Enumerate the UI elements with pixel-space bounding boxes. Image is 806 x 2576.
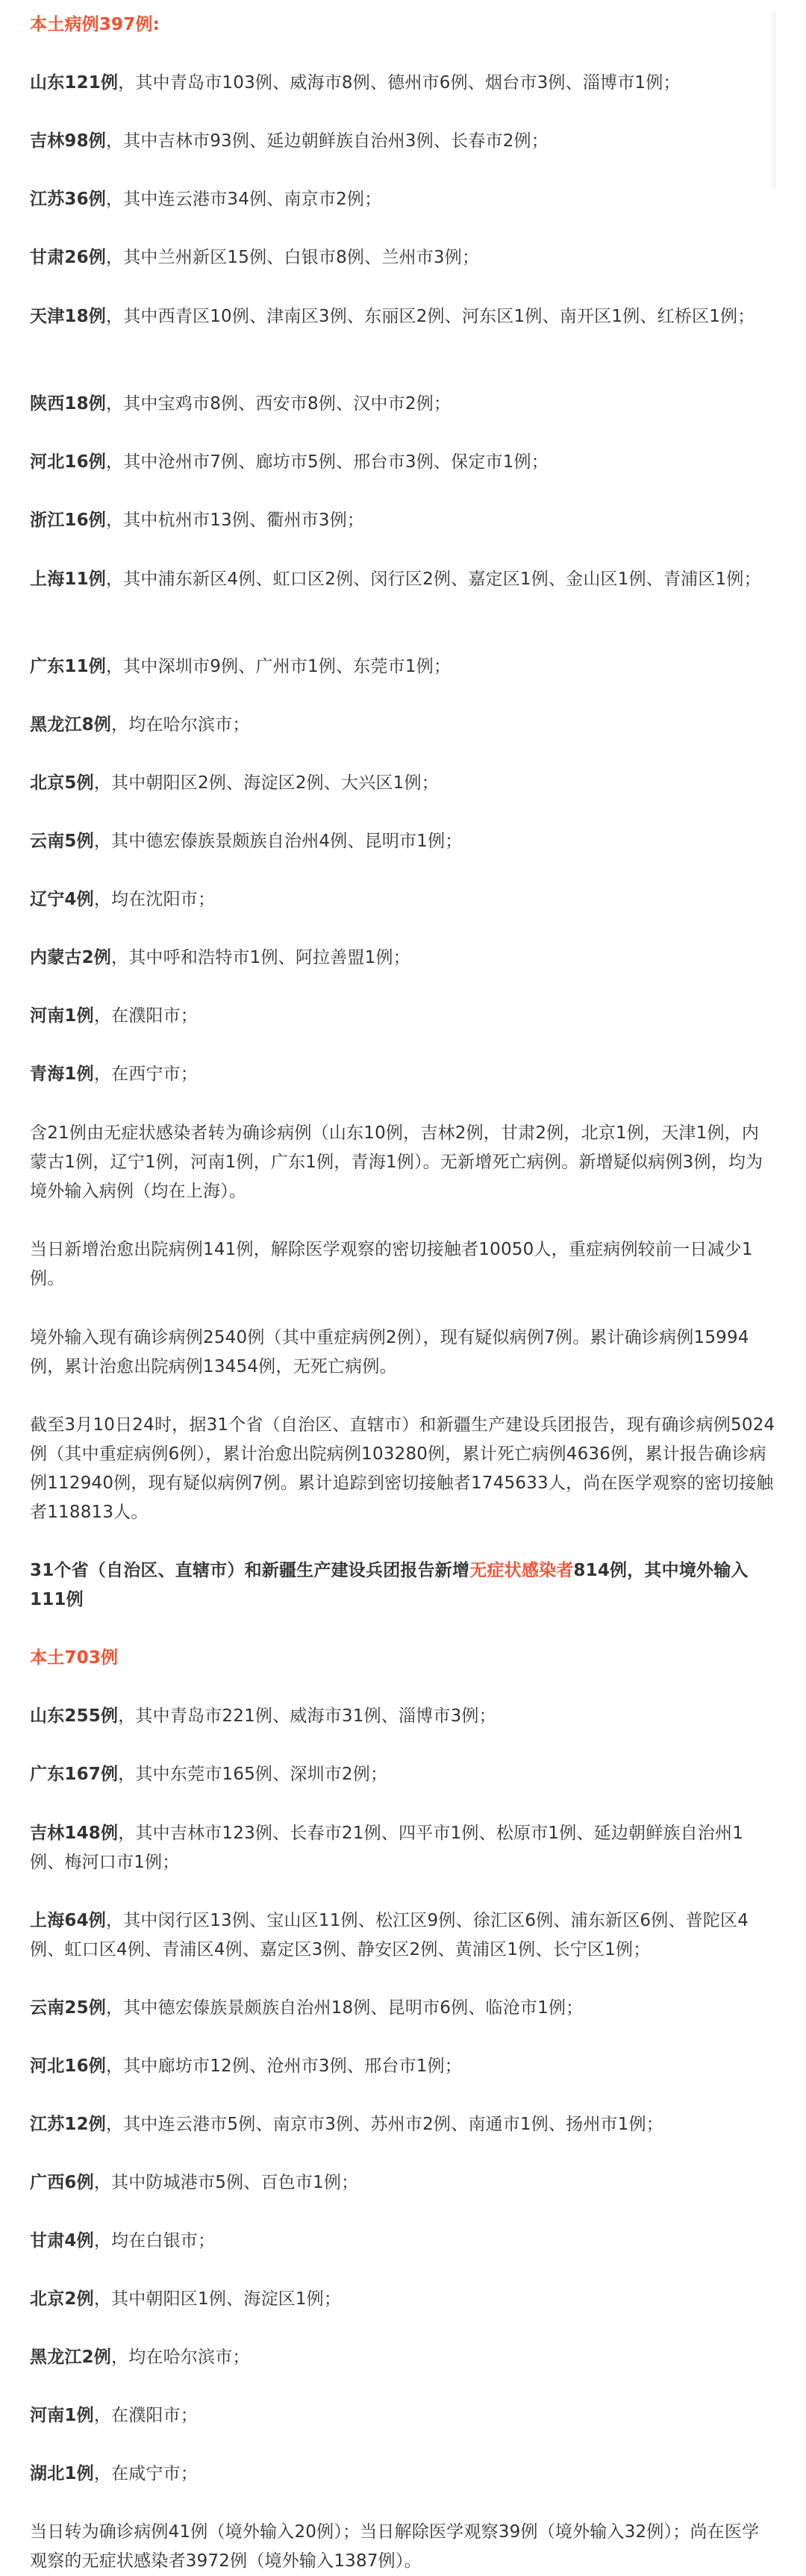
province-detail: ，其中青岛市103例、威海市8例、德州市6例、烟台市3例、淄博市1例； bbox=[118, 73, 681, 93]
province-detail: ，均在白银市； bbox=[93, 2231, 216, 2251]
cumulative-paragraph: 截至3月10日24时，据31个省（自治区、直辖市）和新疆生产建设兵团报告，现有确诊病例5024例（其中重症病例6例），累计治愈出院病例103280例，累计死亡病例4636例，累计报告确诊病例112940例，现有疑似病例7例。累计追踪到密切接触者1745633人，尚在医学观察的密切接触者118813人。 bbox=[30, 1415, 775, 1522]
province-name: 甘肃26例 bbox=[30, 248, 107, 267]
province-detail: ，均在哈尔滨市； bbox=[111, 715, 250, 735]
local-asymptomatic-heading: 本土703例 bbox=[30, 1648, 119, 1668]
province-name: 黑龙江2例 bbox=[30, 2348, 112, 2367]
province-item bbox=[30, 2343, 776, 2372]
province-detail: ，其中浦东新区4例、虹口区2例、闵行区2例、嘉定区1例、金山区1例、青浦区1例； bbox=[106, 570, 761, 589]
province-item bbox=[30, 448, 776, 477]
province-item bbox=[30, 185, 776, 214]
province-item bbox=[30, 390, 776, 419]
province-item bbox=[30, 944, 776, 973]
province-detail: ，在濮阳市； bbox=[93, 2406, 199, 2425]
province-name: 河南1例 bbox=[30, 2406, 94, 2425]
province-name: 吉林98例 bbox=[30, 131, 107, 151]
province-detail: ，在濮阳市； bbox=[93, 1006, 199, 1026]
province-detail: ，其中吉林市123例、长春市21例、四平市1例、松原市1例、延边朝鲜族自治州1例、梅河口市1例； bbox=[30, 1824, 744, 1872]
converted-cases-paragraph: 含21例由无症状感染者转为确诊病例（山东10例，吉林2例，甘肃2例，北京1例，天津1例，内蒙古1例，辽宁1例，河南1例，广东1例，青海1例）。无新增死亡病例。新增疑似病例3例，均为境外输入病例（均在上海）。 bbox=[30, 1123, 763, 1201]
province-item bbox=[30, 885, 776, 914]
province-detail: ，其中沧州市7例、廊坊市5例、邢台市3例、保定市1例； bbox=[106, 452, 549, 472]
province-name: 广西6例 bbox=[30, 2173, 94, 2192]
province-item bbox=[30, 2168, 776, 2198]
province-name: 北京5例 bbox=[30, 773, 94, 793]
province-detail: ，其中东莞市165例、深圳市2例； bbox=[118, 1765, 388, 1784]
province-item bbox=[30, 2401, 776, 2430]
province-detail: ，其中深圳市9例、广州市1例、东莞市1例； bbox=[106, 657, 452, 676]
province-name: 内蒙古2例 bbox=[30, 948, 112, 967]
province-name: 青海1例 bbox=[30, 1064, 94, 1084]
province-name: 云南25例 bbox=[30, 1998, 107, 2018]
province-item bbox=[30, 565, 776, 594]
province-item bbox=[30, 69, 776, 98]
province-name: 江苏12例 bbox=[30, 2115, 107, 2134]
province-detail: ，其中兰州新区15例、白银市8例、兰州市3例； bbox=[106, 248, 480, 267]
province-detail: ，其中防城港市5例、百色市1例； bbox=[93, 2173, 359, 2192]
asymptomatic-summary-paragraph: 当日转为确诊病例41例（境外输入20例）；当日解除医学观察39例（境外输入32例）；尚在医学观察的无症状感染者3972例（境外输入1387例）。 bbox=[30, 2522, 760, 2571]
province-name: 山东255例 bbox=[30, 1706, 119, 1726]
province-detail: ，其中德宏傣族景颇族自治州4例、昆明市1例； bbox=[93, 832, 463, 851]
province-item bbox=[30, 827, 776, 856]
province-name: 上海11例 bbox=[30, 570, 107, 589]
province-item bbox=[30, 1002, 776, 1031]
asymptomatic-heading bbox=[30, 1556, 776, 1615]
province-item bbox=[30, 302, 776, 331]
province-name: 北京2例 bbox=[30, 2289, 94, 2309]
province-item bbox=[30, 2460, 776, 2489]
province-item bbox=[30, 769, 776, 798]
province-detail: ，其中呼和浩特市1例、阿拉善盟1例； bbox=[111, 948, 410, 967]
province-item bbox=[30, 1906, 776, 1965]
asymptomatic-heading-before: 31个省（自治区、直辖市）和新疆生产建设兵团报告新增 bbox=[30, 1561, 470, 1580]
province-name: 甘肃4例 bbox=[30, 2231, 94, 2251]
province-detail: ，在咸宁市； bbox=[93, 2464, 199, 2483]
province-item bbox=[30, 506, 776, 535]
province-item bbox=[30, 1060, 776, 1089]
province-detail: ，其中闵行区13例、宝山区11例、松江区9例、徐汇区6例、浦东新区6例、普陀区4例、虹口区4例、青浦区4例、嘉定区3例、静安区2例、黄浦区1例、长宁区1例； bbox=[30, 1911, 749, 1959]
province-detail: ，其中杭州市13例、衢州市3例； bbox=[106, 511, 365, 530]
province-detail: ，其中吉林市93例、延边朝鲜族自治州3例、长春市2例； bbox=[106, 131, 549, 151]
province-name: 黑龙江8例 bbox=[30, 715, 112, 735]
province-detail: ，其中廊坊市12例、沧州市3例、邢台市1例； bbox=[106, 2056, 462, 2076]
province-detail: ，其中青岛市221例、威海市31例、淄博市3例； bbox=[118, 1706, 496, 1726]
province-item bbox=[30, 1760, 776, 1789]
province-detail: ，在西宁市； bbox=[93, 1064, 199, 1084]
province-name: 河北16例 bbox=[30, 2056, 107, 2076]
asymptomatic-heading-after: 814例，其中境外输入111例 bbox=[30, 1561, 749, 1609]
province-name: 陕西18例 bbox=[30, 394, 107, 414]
province-item bbox=[30, 127, 776, 156]
province-name: 广东11例 bbox=[30, 657, 107, 676]
province-item bbox=[30, 1702, 776, 1731]
province-item bbox=[30, 243, 776, 272]
province-item bbox=[30, 2285, 776, 2314]
province-name: 河南1例 bbox=[30, 1006, 94, 1026]
province-detail: ，均在哈尔滨市； bbox=[111, 2348, 250, 2367]
imported-cases-paragraph: 境外输入现有确诊病例2540例（其中重症病例2例），现有疑似病例7例。累计确诊病例15994例，累计治愈出院病例13454例，无死亡病例。 bbox=[30, 1328, 749, 1376]
province-item bbox=[30, 2052, 776, 2081]
local-confirmed-heading: 本土病例397例: bbox=[30, 15, 160, 34]
province-detail: ，其中朝阳区1例、海淀区1例； bbox=[93, 2289, 342, 2309]
province-name: 山东121例 bbox=[30, 73, 119, 93]
province-item bbox=[30, 711, 776, 740]
province-name: 吉林148例 bbox=[30, 1824, 119, 1843]
province-detail: ，其中德宏傣族景颇族自治州18例、昆明市6例、临沧市1例； bbox=[106, 1998, 584, 2018]
province-detail: ，其中连云港市5例、南京市3例、苏州市2例、南通市1例、扬州市1例； bbox=[106, 2115, 663, 2134]
province-detail: ，其中宝鸡市8例、西安市8例、汉中市2例； bbox=[106, 394, 452, 414]
province-item bbox=[30, 2227, 776, 2256]
discharged-paragraph: 当日新增治愈出院病例141例，解除医学观察的密切接触者10050人，重症病例较前一日减少1例。 bbox=[30, 1240, 753, 1288]
province-name: 湖北1例 bbox=[30, 2464, 94, 2483]
province-item bbox=[30, 1819, 776, 1877]
province-item bbox=[30, 1994, 776, 2023]
province-detail: ，均在沈阳市； bbox=[93, 890, 216, 909]
province-name: 天津18例 bbox=[30, 307, 107, 326]
province-name: 江苏36例 bbox=[30, 190, 107, 209]
asymptomatic-highlight: 无症状感染者 bbox=[469, 1561, 574, 1580]
province-detail: ，其中朝阳区2例、海淀区2例、大兴区1例； bbox=[93, 773, 439, 793]
province-detail: ，其中连云港市34例、南京市2例； bbox=[106, 190, 382, 209]
province-name: 云南5例 bbox=[30, 832, 94, 851]
province-item bbox=[30, 652, 776, 682]
province-name: 浙江16例 bbox=[30, 511, 107, 530]
province-item bbox=[30, 2110, 776, 2139]
province-name: 辽宁4例 bbox=[30, 890, 94, 909]
province-name: 广东167例 bbox=[30, 1765, 119, 1784]
province-name: 河北16例 bbox=[30, 452, 107, 472]
province-name: 上海64例 bbox=[30, 1911, 107, 1930]
province-detail: ，其中西青区10例、津南区3例、东丽区2例、河东区1例、南开区1例、红桥区1例； bbox=[106, 307, 755, 326]
